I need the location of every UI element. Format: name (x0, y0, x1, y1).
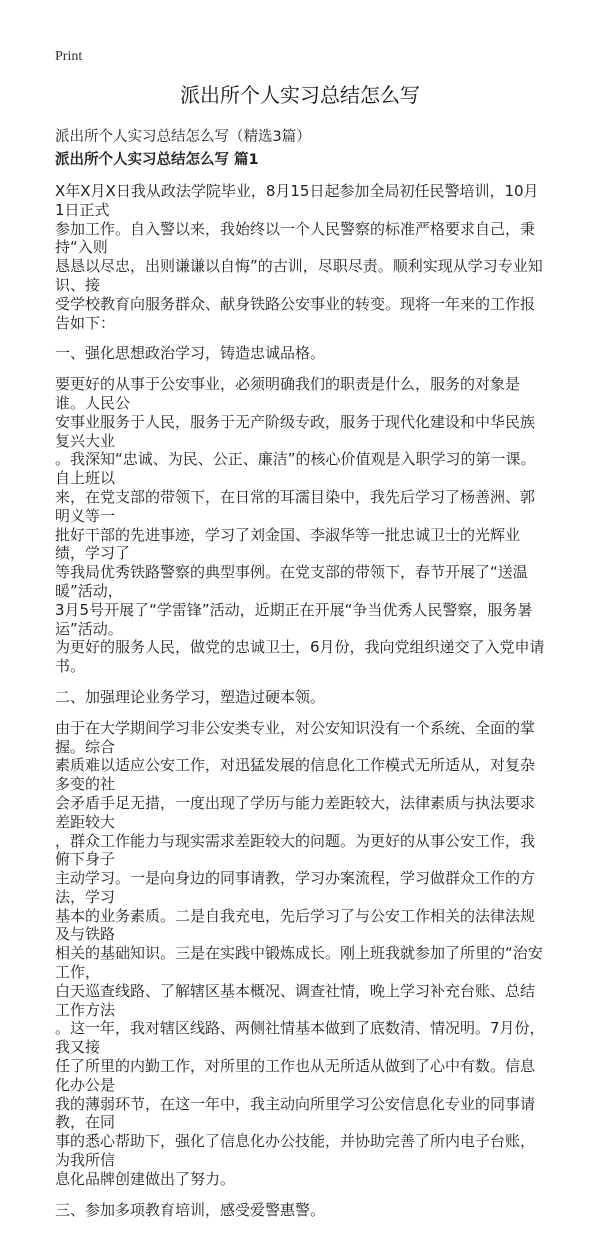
paragraph-section-2 (55, 719, 548, 1189)
text-line: 任了所里的内勤工作，对所里的工作也从无所适从做到了心中有数。信息化办公是 (55, 1057, 536, 1094)
text-line: X年X月X日我从政法学院毕业，8月15日起参加全局初任民警培训，10月1日正式 (55, 182, 539, 219)
section-heading-2: 二、加强理论业务学习，塑造过硬本领。 (55, 687, 326, 706)
text-line: 3月5号开展了“学雷锋”活动，近期正在开展“争当优秀人民警察，服务暑运”活动。 (55, 600, 533, 638)
text-line: 我的薄弱环节，在这一年中，我主动向所里学习公安信息化专业的同事请教，在同 (55, 1094, 536, 1132)
text-line: 要更好的从事于公安事业，必须明确我们的职责是什么，服务的对象是谁。人民公 (55, 375, 521, 412)
page-title: 派出所个人实习总结怎么写 (180, 83, 420, 107)
text-line: 素质难以适应公安工作，对迅猛发展的信息化工作模式无所适从，对复杂多变的社 (55, 756, 536, 794)
section-heading-3: 三、参加多项教育培训，感受爱警惠警。 (55, 1200, 326, 1219)
paragraph-section-1 (55, 375, 548, 676)
text-line: 相关的基础知识。三是在实践中锻炼成长。刚上班我就参加了所里的“治安工作， (55, 944, 543, 982)
article-heading: 派出所个人实习总结怎么写 篇1 (55, 152, 259, 168)
text-line: 息化品牌创建做出了努力。 (55, 1169, 236, 1188)
text-line: 安事业服务于人民，服务于无产阶级专政，服务于现代化建设和中华民族复兴大业 (55, 412, 536, 450)
text-line: 参加工作。自入警以来，我始终以一个人民警察的标准严格要求自己，秉持“入则 (55, 219, 536, 257)
paragraph-intro (55, 182, 548, 332)
document-subtitle: 派出所个人实习总结怎么写（精选3篇） (55, 129, 311, 145)
text-line: 基本的业务素质。二是自我充电，先后学习了与公安工作相关的法律法规及与铁路 (55, 906, 536, 944)
text-line: 。我深知“忠诚、为民、公正、廉洁”的核心价值观是入职学习的第一课。自上班以 (55, 450, 536, 488)
text-line: 。这一年，我对辖区线路、两侧社情基本做到了底数清、情况明。7月份，我又接 (55, 1019, 545, 1057)
text-line: 恳恳以尽忠，出则谦谦以自悔”的古训，尽职尽责。顺利实现从学习专业知识、接 (55, 257, 543, 294)
text-line: 受学校教育向服务群众、献身铁路公安事业的转变。现将一年来的工作报告如下： (55, 294, 536, 332)
text-line: 事的悉心帮助下，强化了信息化办公技能，并协助完善了所内电子台账，为我所信 (55, 1132, 536, 1170)
text-line: 为更好的服务人民，做党的忠诚卫士，6月份，我向党组织递交了入党申请书。 (55, 638, 545, 676)
print-link[interactable]: Print (55, 49, 83, 64)
text-line: 由于在大学期间学习非公安类专业，对公安知识没有一个系统、全面的掌握。综合 (55, 718, 536, 756)
text-line: 来，在党支部的带领下，在日常的耳濡目染中，我先后学习了杨善洲、郭明义等一 (55, 487, 536, 525)
text-line: 主动学习。一是向身边的同事请教，学习办案流程，学习做群众工作的方法，学习 (55, 869, 536, 906)
text-line: ，群众工作能力与现实需求差距较大的问题。为更好的从事公安工作，我俯下身子 (55, 831, 536, 869)
text-line: 会矛盾手足无措，一度出现了学历与能力差距较大，法律素质与执法要求差距较大 (55, 793, 536, 831)
text-line: 批好干部的先进事迹，学习了刘金国、李淑华等一批忠诚卫士的光辉业绩，学习了 (55, 525, 521, 563)
section-heading-1: 一、强化思想政治学习，铸造忠诚品格。 (55, 344, 326, 363)
text-line: 白天巡查线路、了解辖区基本概况、调查社情，晚上学习补充台账、总结工作方法 (55, 981, 536, 1019)
text-line: 等我局优秀铁路警察的典型事例。在党支部的带领下，春节开展了“送温暖”活动， (55, 563, 528, 600)
